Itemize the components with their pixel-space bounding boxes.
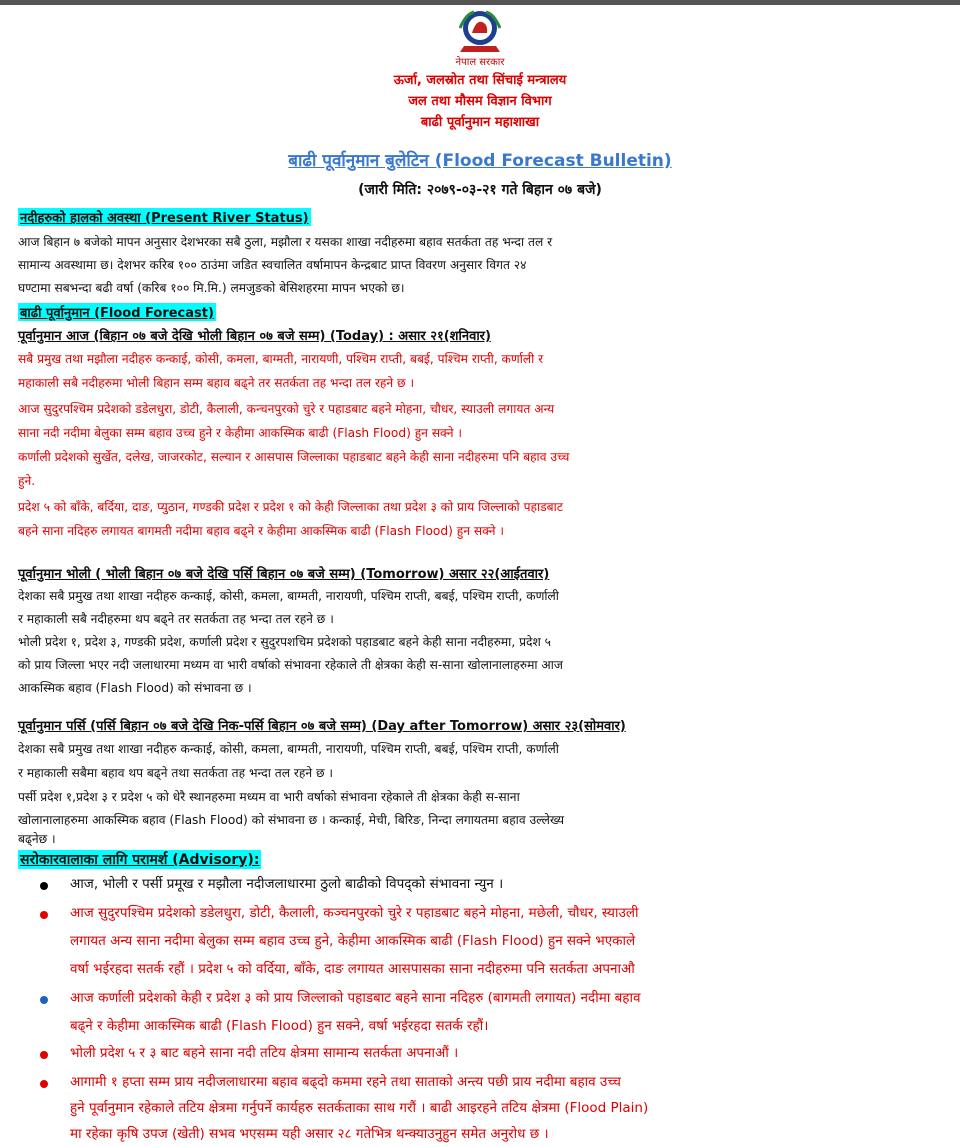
nepal-emblem-icon bbox=[452, 6, 508, 56]
tomorrow-line: भोली प्रदेश १, प्रदेश ३, गण्डकी प्रदेश, कर्णाली प्रदेश र सुदुरपशचिम प्रदेशको पहाडबाट बहने केही साना नदीहरुमा, प्रदेश ५ bbox=[18, 635, 551, 649]
top-border bbox=[0, 0, 960, 5]
advisory-bullet bbox=[40, 882, 48, 890]
status-line: आज बिहान ७ बजेको मापन अनुसार देशभरका सबै ठुला, मझौला र यसका शाखा नदीहरुमा बहाव सतर्कता तह भन्दा तल र bbox=[18, 235, 553, 249]
tomorrow-heading: पूर्वानुमान भोली ( भोली बिहान ०७ बजे देखि पर्सि बिहान ०७ बजे सम्म) (Tomorrow) असार २२(आईतवार) bbox=[18, 567, 550, 582]
advisory-line: भोली प्रदेश ५ र ३ बाट बहने साना नदी तटिय क्षेत्रमा सामान्य सतर्कता अपनाऔं । bbox=[70, 1045, 459, 1061]
forecast-heading: बाढी पूर्वानुमान (Flood Forecast) bbox=[18, 303, 216, 321]
today-line: बहने साना नदिहरु लगायत बागमती नदीमा बहाव बढ्ने र केहीमा आकस्मिक बाढी (Flash Flood) हुन सक्ने । bbox=[18, 524, 505, 538]
today-line: प्रदेश ५ को बाँके, बर्दिया, दाङ, प्युठान, गण्डकी प्रदेश र प्रदेश १ को केही जिल्लाका तथा प्रदेश ३ को प्राय जिल्लाको पहाडबाट bbox=[18, 500, 563, 514]
day-after-line: पर्सी प्रदेश १,प्रदेश ३ र प्रदेश ५ को धेरै स्थानहरुमा मध्यम वा भारी वर्षाको संभावना रहेकाले ती क्षेत्रका केही स-साना bbox=[18, 790, 520, 804]
advisory-line: वर्षा भईरहदा सतर्क रहौं । प्रदेश ५ को वर्दिया, बाँके, दाङ लगायत आसपासका साना नदीहरुमा पनि सतर्कता अपनाऔ bbox=[70, 961, 635, 977]
gov-name: नेपाल सरकार bbox=[455, 57, 505, 68]
present-status-heading: नदीहरुको हालको अवस्था (Present River Status) bbox=[18, 208, 311, 226]
advisory-line: हुने पूर्वानुमान रहेकाले तटिय क्षेत्रमा गर्नुपर्ने कार्यहरु सतर्कताका साथ गरौं । बाढी आइरहने तटिय क्षेत्रमा (Flood Plain) bbox=[70, 1100, 649, 1116]
tomorrow-line: आकस्मिक बहाव (Flash Flood) को संभावना छ । bbox=[18, 681, 252, 695]
tomorrow-line: को प्राय जिल्ला भएर नदी जलाधारमा मध्यम वा भारी वर्षाको संभावना रहेकाले ती क्षेत्रका केही स-साना खोलानालाहरुमा आज bbox=[18, 658, 563, 672]
today-line: आज सुदुरपश्चिम प्रदेशको डडेलधुरा, डोटी, कैलाली, कन्चनपुरको चुरे र पहाडबाट बहने मोहना, चौधर, स्याउली लगायत अन्य bbox=[18, 402, 555, 416]
bulletin-title: बाढी पूर्वानुमान बुलेटिन (Flood Forecast Bulletin) bbox=[288, 151, 672, 171]
today-line: साना नदी नदीमा बेलुका सम्म बहाव उच्च हुने र केहीमा आकस्मिक बाढी (Flash Flood) हुन सक्ने । bbox=[18, 426, 462, 440]
status-line: सामान्य अवस्थामा छ। देशभर करिब १०० ठाउंमा जडित स्वचालित वर्षामापन केन्द्रबाट प्राप्त विवरण अनुसार विगत २४ bbox=[18, 258, 527, 272]
today-line: महाकाली सबै नदीहरुमा भोली बिहान सम्म बहाव बढ्ने तर सतर्कता तह भन्दा तल रहने छ । bbox=[18, 376, 415, 390]
advisory-line: मा रहेका कृषि उपज (खेती) सभव भएसम्म यही असार २८ गतेभित्र थन्क्याउनुहुन समेत अनुरोध छ । bbox=[70, 1126, 549, 1142]
advisory-bullet bbox=[40, 1080, 48, 1088]
advisory-bullet bbox=[40, 996, 48, 1004]
today-line: सबै प्रमुख तथा मझौला नदीहरु कन्काई, कोसी, कमला, बाग्मती, नारायणी, पश्चिम राप्ती, बबई, पश्चिम राप्ती, कर्णाली र bbox=[18, 352, 544, 366]
advisory-heading: सरोकारवालाका लागि परामर्श (Advisory): bbox=[20, 852, 260, 868]
tomorrow-line: देशका सबै प्रमुख तथा शाखा नदीहरु कन्काई, कोसी, कमला, बाग्मती, नारायणी, पश्चिम राप्ती, बबई, पश्चिम राप्ती, कर्णाली bbox=[18, 589, 559, 603]
advisory-line: बढ्ने र केहीमा आकस्मिक बाढी (Flash Flood) हुन सक्ने, वर्षा भईरहदा सतर्क रहौं। bbox=[70, 1018, 489, 1034]
advisory-bullet bbox=[40, 1051, 48, 1059]
advisory-line: आज सुदुरपश्चिम प्रदेशको डडेलधुरा, डोटी, कैलाली, कञ्चनपुरको चुरे र पहाडबाट बहने मोहना, मछेली, चौधर, स्याउली bbox=[70, 905, 639, 921]
advisory-line: आज, भोली र पर्सी प्रमूख र मझौला नदीजलाधारमा ठुलो बाढीको विपद्को संभावना न्युन । bbox=[70, 876, 504, 892]
issued-date: (जारी मिति: २०७९-०३-२१ गते बिहान ०७ बजे) bbox=[358, 182, 602, 198]
today-heading: पूर्वानुमान आज (बिहान ०७ बजे देखि भोली बिहान ०७ बजे सम्म) (Today) : असार २१(शनिवार) bbox=[18, 329, 491, 344]
department-name: जल तथा मौसम विज्ञान विभाग bbox=[408, 94, 552, 109]
status-line: घण्टामा सबभन्दा बढी वर्षा (करिब १०० मि.मि.) लमजुङको बेसिशहरमा मापन भएको छ। bbox=[18, 281, 405, 295]
advisory-line: लगायत अन्य साना नदीमा बेलुका सम्म बहाव उच्च हुने, केहीमा आकस्मिक बाढी (Flash Flood) हुन सक्ने भएकाले bbox=[70, 933, 636, 949]
day-after-line: खोलानालाहरुमा आकस्मिक बहाव (Flash Flood) को संभावना छ । कन्काई, मेची, बिरिङ, निन्दा लगायतमा बहाव उल्लेख्य bbox=[18, 813, 565, 827]
ministry-name: ऊर्जा, जलस्रोत तथा सिंचाई मन्त्रालय bbox=[393, 73, 567, 88]
advisory-bullet bbox=[40, 911, 48, 919]
today-line: हुने. bbox=[18, 474, 36, 488]
day-after-heading: पूर्वानुमान पर्सि (पर्सि बिहान ०७ बजे देखि निक-पर्सि बिहान ०७ बजे सम्म) (Day after Tomorrow) असार २३(सोमवार) bbox=[18, 719, 626, 734]
tomorrow-line: र महाकाली सबै नदीहरुमा थप बढ्ने तर सतर्कता तह भन्दा तल रहने छ । bbox=[18, 612, 334, 626]
day-after-line: देशका सबै प्रमुख तथा शाखा नदीहरु कन्काई, कोसी, कमला, बाग्मती, नारायणी, पश्चिम राप्ती, बबई, पश्चिम राप्ती, कर्णाली bbox=[18, 742, 559, 756]
section-name: बाढी पूर्वानुमान महाशाखा bbox=[420, 115, 540, 130]
day-after-line: र महाकाली सबैमा बहाव थप बढ्ने तथा सतर्कता तह भन्दा तल रहने छ । bbox=[18, 766, 334, 780]
day-after-line: बढ्नेछ । bbox=[18, 832, 56, 846]
advisory-line: आज कर्णाली प्रदेशको केही र प्रदेश ३ को प्राय जिल्लाको पहाडबाट बहने साना नदिहरु (बागमती लगायत) नदीमा बहाव bbox=[70, 990, 641, 1006]
today-line: कर्णाली प्रदेशको सुर्खेत, दलेख, जाजरकोट, सल्यान र आसपास जिल्लाका पहाडबाट बहने केही साना नदीहरुमा पनि बहाव उच्च bbox=[18, 450, 570, 464]
advisory-line: आगामी १ हप्ता सम्म प्राय नदीजलाधारमा बहाव बढ्दो कममा रहने तथा साताको अन्त्य पछी प्राय नदीमा बहाव उच्च bbox=[70, 1074, 621, 1090]
